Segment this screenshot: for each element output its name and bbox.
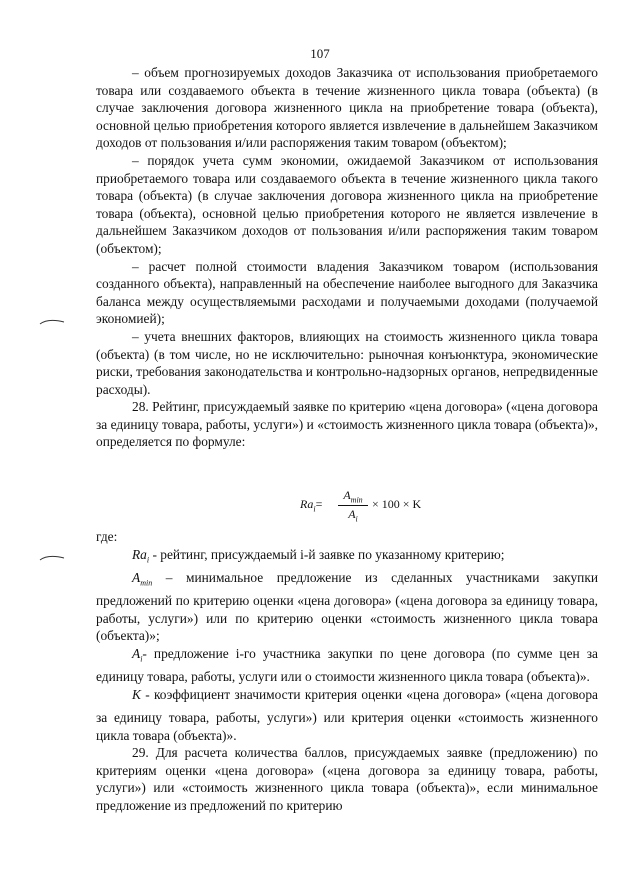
where-label: где: [96, 529, 118, 544]
definition: K - коэффициент значимости критерия оценки «цена договора» («цена договора за единицу товара, работы, услуги») или критерия оценки «стоимость жизненного цикла товара (объекта)». [96, 686, 598, 743]
formula-fraction: $A_{min}$ $A_i$ [338, 488, 368, 524]
margin-mark [38, 552, 66, 562]
paragraph-29-block [96, 744, 598, 814]
definitions-block [96, 528, 598, 744]
paragraph: – расчет полной стоимости владения Заказчиком товаром (использования созданного объекта), направленный на обеспечение наиболее выгодного для Заказчика баланса между осуществляемыми расходами и получаемыми доходами (получаемой экономией); [96, 258, 598, 327]
paragraph: – порядок учета сумм экономии, ожидаемой Заказчиком от использования приобретаемого товара или создаваемого объекта в течение жизненного цикла такого товара (объекта) (в случае заключения договора жизненного цикла на приобретение товара (объекта), основной целью приобретения которого не является извлечение в дальнейшем Заказчиком доходов от пользования и/или распоряжения таким товаром (объектом); [96, 152, 598, 256]
definition: $Ra_i$ - рейтинг, присуждаемый i-й заявке по указанному критерию; [132, 546, 505, 565]
rating-formula [300, 488, 460, 528]
paragraph: – объем прогнозируемых доходов Заказчика от использования приобретаемого товара или создаваемого объекта в течение жизненного цикла товара (объекта) (в случае заключения договора жизненного цикла на приобретение товара (объекта), основной целью приобретения которого является извлечение в дальнейшем Заказчиком доходов от пользования и/или распоряжения таким товаром (объектом); [96, 65, 598, 151]
margin-mark [38, 316, 66, 326]
definition: $A_{min}$ – минимальное предложение из сделанных участниками закупки предложений по критерию оценки «цена договора» («цена договора за единицу товара, работы, услуги») или по критерию оценки «стоимость жизненного цикла товара (объекта)»; [96, 569, 598, 644]
text-body [96, 64, 598, 451]
definition: $A_i-$ предложение i-го участника закупки по цене договора (по сумме цен за единицу товара, работы, услуги или о стоимости жизненного цикла товара (объекта)». [96, 645, 598, 685]
formula-rhs: × 100 × K [372, 497, 422, 511]
page-number: 107 [310, 46, 330, 61]
formula-lhs: $Ra_i=$ [300, 497, 323, 514]
paragraph: 29. Для расчета количества баллов, присуждаемых заявке (предложению) по критериям оценки «цена договора» («цена договора за единицу товара, работы, услуги») или «стоимость жизненного цикла товара (объекта)», если минимальное предложение из предложений по критерию [96, 745, 598, 813]
paragraph: 28. Рейтинг, присуждаемый заявке по критерию «цена договора» («цена договора за единицу товара, работы, услуги») и «стоимость жизненного цикла товара (объекта)», определяется по формуле: [96, 399, 598, 450]
paragraph: – учета внешних факторов, влияющих на стоимость жизненного цикла товара (объекта) (в том числе, но не исключительно: рыночная конъюнктура, экономические риски, требования законодательства и контрольно-надзорных органов, непредвиденные расходы). [96, 328, 598, 397]
